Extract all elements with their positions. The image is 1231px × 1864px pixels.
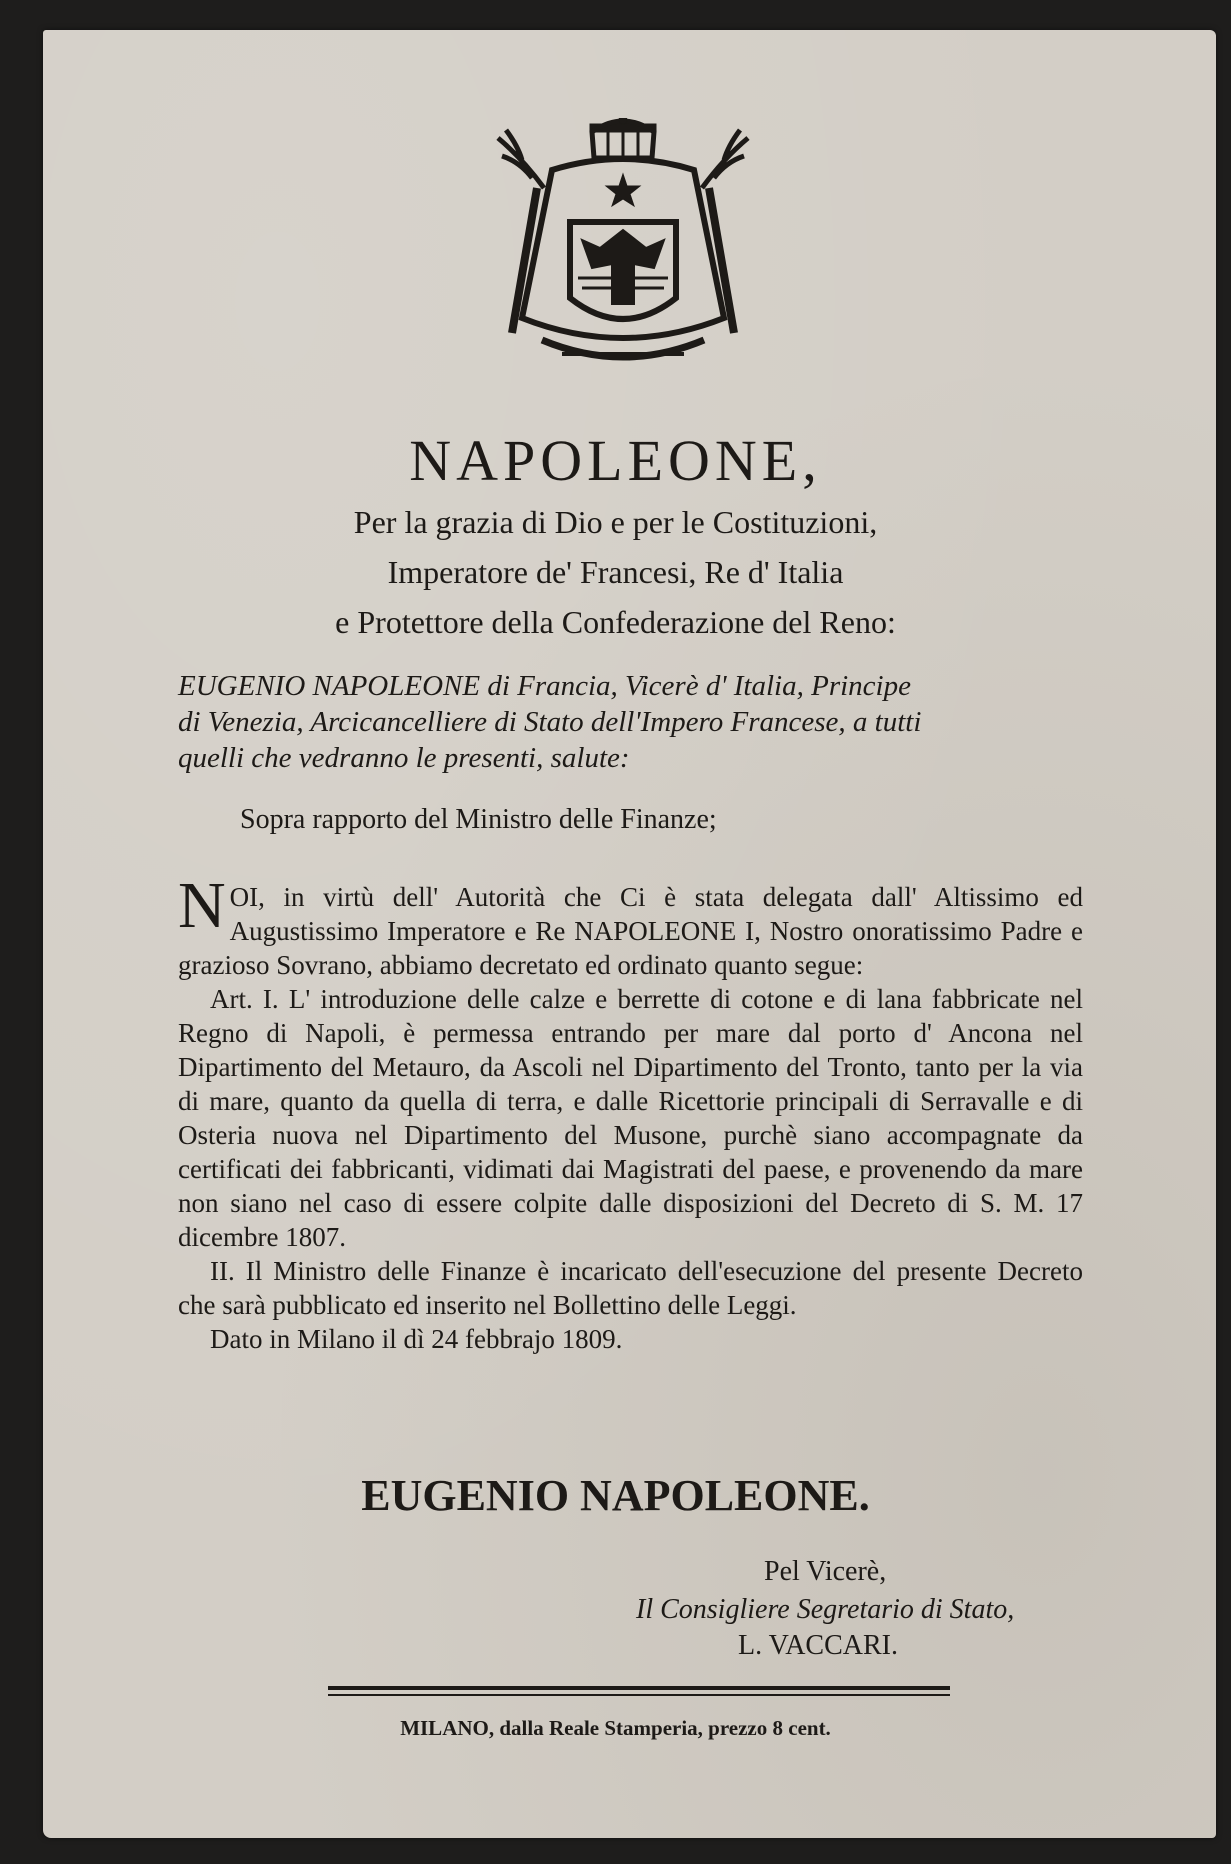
subtitle-line-2: Imperatore de' Francesi, Re d' Italia bbox=[387, 554, 844, 590]
imperial-coat-of-arms bbox=[492, 118, 754, 380]
countersign-line-2: Il Consigliere Segretario di Stato, bbox=[636, 1594, 1015, 1625]
footer-rule-thick bbox=[328, 1686, 950, 1690]
countersign-line-3: L. VACCARI. bbox=[738, 1630, 899, 1661]
intro-line-1: EUGENIO NAPOLEONE di Francia, Vicerè d' Italia, Principe bbox=[178, 670, 911, 702]
subtitle-line-3: e Protettore della Confederazione del Reno: bbox=[335, 604, 896, 640]
signature-eugenio-napoleone: EUGENIO NAPOLEONE. bbox=[361, 1471, 870, 1520]
article-one: Art. I. L' introduzione delle calze e berrette di cotone e di lana fabbricate nel Regno di Napoli, è permessa entrando per mare dal porto d' Ancona nel Dipartimento del Metauro, da Ascoli nel Dipartimento del Tronto, tanto per la via di mare, quanto da quella di terra, e dalle Ricettorie principali di Serravalle e di Osteria nuova nel Dipartimento del Musone, purchè siano accompagnate da certificati dei fabbricanti, vidimati dai Magistrati del paese, e provenendo da mare non siano nel caso di essere colpite dalle disposizioni del Decreto di S. M. 17 dicembre 1807. bbox=[178, 984, 1083, 1252]
drop-cap-letter: N bbox=[178, 869, 226, 942]
decree-preamble: OI, in virtù dell' Autorità che Ci è stata delegata dall' Altissimo ed Augustissimo Imperatore e Re NAPOLEONE I, Nostro onoratissimo Padre e grazioso Sovrano, abbiamo decretato ed ordinato quanto segue: bbox=[178, 882, 1083, 980]
countersign-line-1: Pel Vicerè, bbox=[764, 1556, 887, 1587]
decree-body bbox=[178, 869, 1083, 1356]
proclamation-title: NAPOLEONE, bbox=[409, 428, 822, 493]
rapporto-line: Sopra rapporto del Ministro delle Finanze; bbox=[240, 804, 717, 835]
intro-line-3: quelli che vedranno le presenti, salute: bbox=[178, 742, 630, 774]
subtitle-line-1: Per la grazia di Dio e per le Costituzioni, bbox=[353, 504, 878, 540]
article-two: II. Il Ministro delle Finanze è incaricato dell'esecuzione del presente Decreto che sarà pubblicato ed inserito nel Bollettino delle Leggi. bbox=[178, 1256, 1083, 1320]
footer-rule-thin bbox=[328, 1694, 950, 1696]
intro-line-2: di Venezia, Arcicancelliere di Stato dell'Impero Francese, a tutti bbox=[178, 706, 922, 738]
dato-line: Dato in Milano il dì 24 febbrajo 1809. bbox=[210, 1324, 623, 1354]
printer-imprint: MILANO, dalla Reale Stamperia, prezzo 8 cent. bbox=[400, 1716, 831, 1740]
